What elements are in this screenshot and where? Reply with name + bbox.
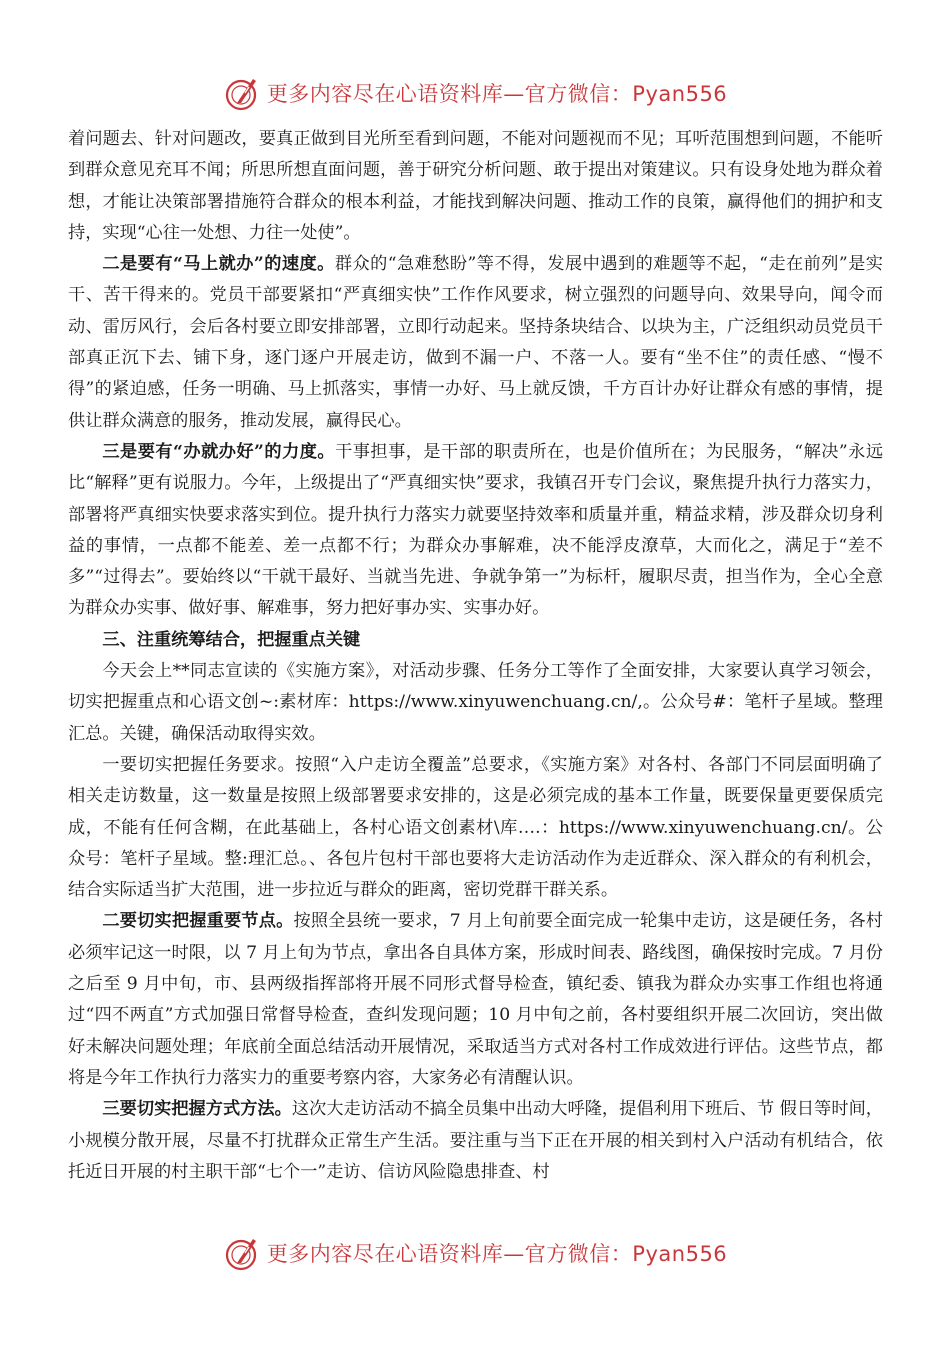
quill-circle-logo-icon xyxy=(223,73,263,113)
paragraph-7-text: 这次大走访活动不搞全员集中出动大呼隆，提倡利用下班后、节 假日等时间，小规模分散开展，尽量不打扰群众正常生产生活。要注重与当下正在开展的相关到村入户活动有机结合，依托近日开展的村主职干部“七个一”走访、信访风险隐患排查、村 xyxy=(68,1099,883,1182)
banner-text: 更多内容尽在心语资料库—官方微信：Pyan556 xyxy=(266,1242,728,1266)
header-banner xyxy=(0,68,950,118)
paragraph-2 xyxy=(68,249,883,437)
paragraph-5: 一要切实把握任务要求。按照“入户走访全覆盖”总要求，《实施方案》对各村、各部门不同层面明确了相关走访数量，这一数量是按照上级部署要求安排的，这是必须完成的基本工作量，既要保量更要保质完成，不能有任何含糊，在此基础上，各村心语文创素材\库….：https://www.xinyuwenchuang.cn/。公众号：笔杆子星域。整:理汇总。、各包片包村干部也要将大走访活动作为走近群众、深入群众的有利机会，结合实际适当扩大范围，进一步拉近与群众的距离，密切党群干群关系。 xyxy=(68,754,883,901)
paragraph-1: 着问题去、针对问题改，要真正做到目光所至看到问题，不能对问题视而不见；耳听范围想到问题，不能听到群众意见充耳不闻；所思所想直面问题，善于研究分析问题、敢于提出对策建议。只有设身处地为群众着想，才能让决策部署措施符合群众的根本利益，才能找到解决问题、推动工作的良策，赢得他们的拥护和支持，实现“心往一处想、力往一处使”。 xyxy=(68,129,883,243)
paragraph-3-lead: 三是要有“办就办好”的力度。 xyxy=(102,441,336,462)
paragraph-3 xyxy=(68,437,883,625)
paragraph-4: 今天会上**同志宣读的《实施方案》，对活动步骤、任务分工等作了全面安排，大家要认真学习领会，切实把握重点和心语文创~:素材库：https://www.xinyuwenchuang.cn/,。公众号#：笔杆子星域。整理汇总。关键，确保活动取得实效。 xyxy=(68,661,883,744)
footer-banner xyxy=(0,1228,950,1278)
paragraph-2-text: 群众的“急难愁盼”等不得，发展中遇到的难题等不起，“走在前列”是实干、苦干得来的。党员干部要紧扣“严真细实快”工作作风要求，树立强烈的问题导向、效果导向，闻令而动、雷厉风行，会后各村要立即安排部署，立即行动起来。坚持条块结合、以块为主，广泛组织动员党员干部真正沉下去、铺下身，逐门逐户开展走访，做到不漏一户、不落一人。要有“坐不住”的责任感、“慢不得”的紧迫感，任务一明确、马上抓落实，事情一办好、马上就反馈，千方百计办好让群众有感的事情，提供让群众满意的服务，推动发展，赢得民心。 xyxy=(68,254,883,431)
paragraph-6 xyxy=(68,906,883,1094)
banner-text: 更多内容尽在心语资料库—官方微信：Pyan556 xyxy=(266,82,728,106)
document-body xyxy=(68,124,883,1188)
section-heading-3: 三、注重统筹结合，把握重点关键 xyxy=(102,629,361,650)
paragraph-3-text: 干事担事，是干部的职责所在，也是价值所在；为民服务，“解决”永远比“解释”更有说服力。今年，上级提出了“严真细实快”要求，我镇召开专门会议，聚焦提升执行力落实力，部署将严真细实快要求落实到位。提升执行力落实力就要坚持效率和质量并重，精益求精，涉及群众切身利益的事情，一点都不能差、差一点都不行；为群众办事解难，决不能浮皮潦草，大而化之，满足于“差不多”“过得去”。要始终以“干就干最好、当就当先进、争就争第一”为标杆，履职尽责，担当作为，全心全意为群众办实事、做好事、解难事，努力把好事办实、实事办好。 xyxy=(68,441,884,619)
paragraph-2-lead: 二是要有“马上就办”的速度。 xyxy=(102,254,335,275)
quill-circle-logo-icon xyxy=(223,1233,263,1273)
paragraph-7-lead: 三要切实把握方式方法。 xyxy=(102,1099,292,1120)
paragraph-6-text: 按照全县统一要求，7 月上旬前要全面完成一轮集中走访，这是硬任务，各村必须牢记这一时限，以 7 月上旬为节点，拿出各自具体方案，形成时间表、路线图，确保按时完成。7 月份之后至 9 月中旬，市、县两级指挥部将开展不同形式督导检查，镇纪委、镇我为群众办实事工作组也将通过“四不两直”方式加强日常督导检查，查纠发现问题；10 月中旬之前，各村要组织开展二次回访，突出做好未解决问题处理；年底前全面总结活动开展情况，采取适当方式对各村工作成效进行评估。这些节点，都将是今年工作执行力落实力的重要考察内容，大家务必有清醒认识。 xyxy=(68,911,883,1088)
paragraph-7 xyxy=(68,1094,883,1188)
paragraph-6-lead: 二要切实把握重要节点。 xyxy=(102,911,294,932)
